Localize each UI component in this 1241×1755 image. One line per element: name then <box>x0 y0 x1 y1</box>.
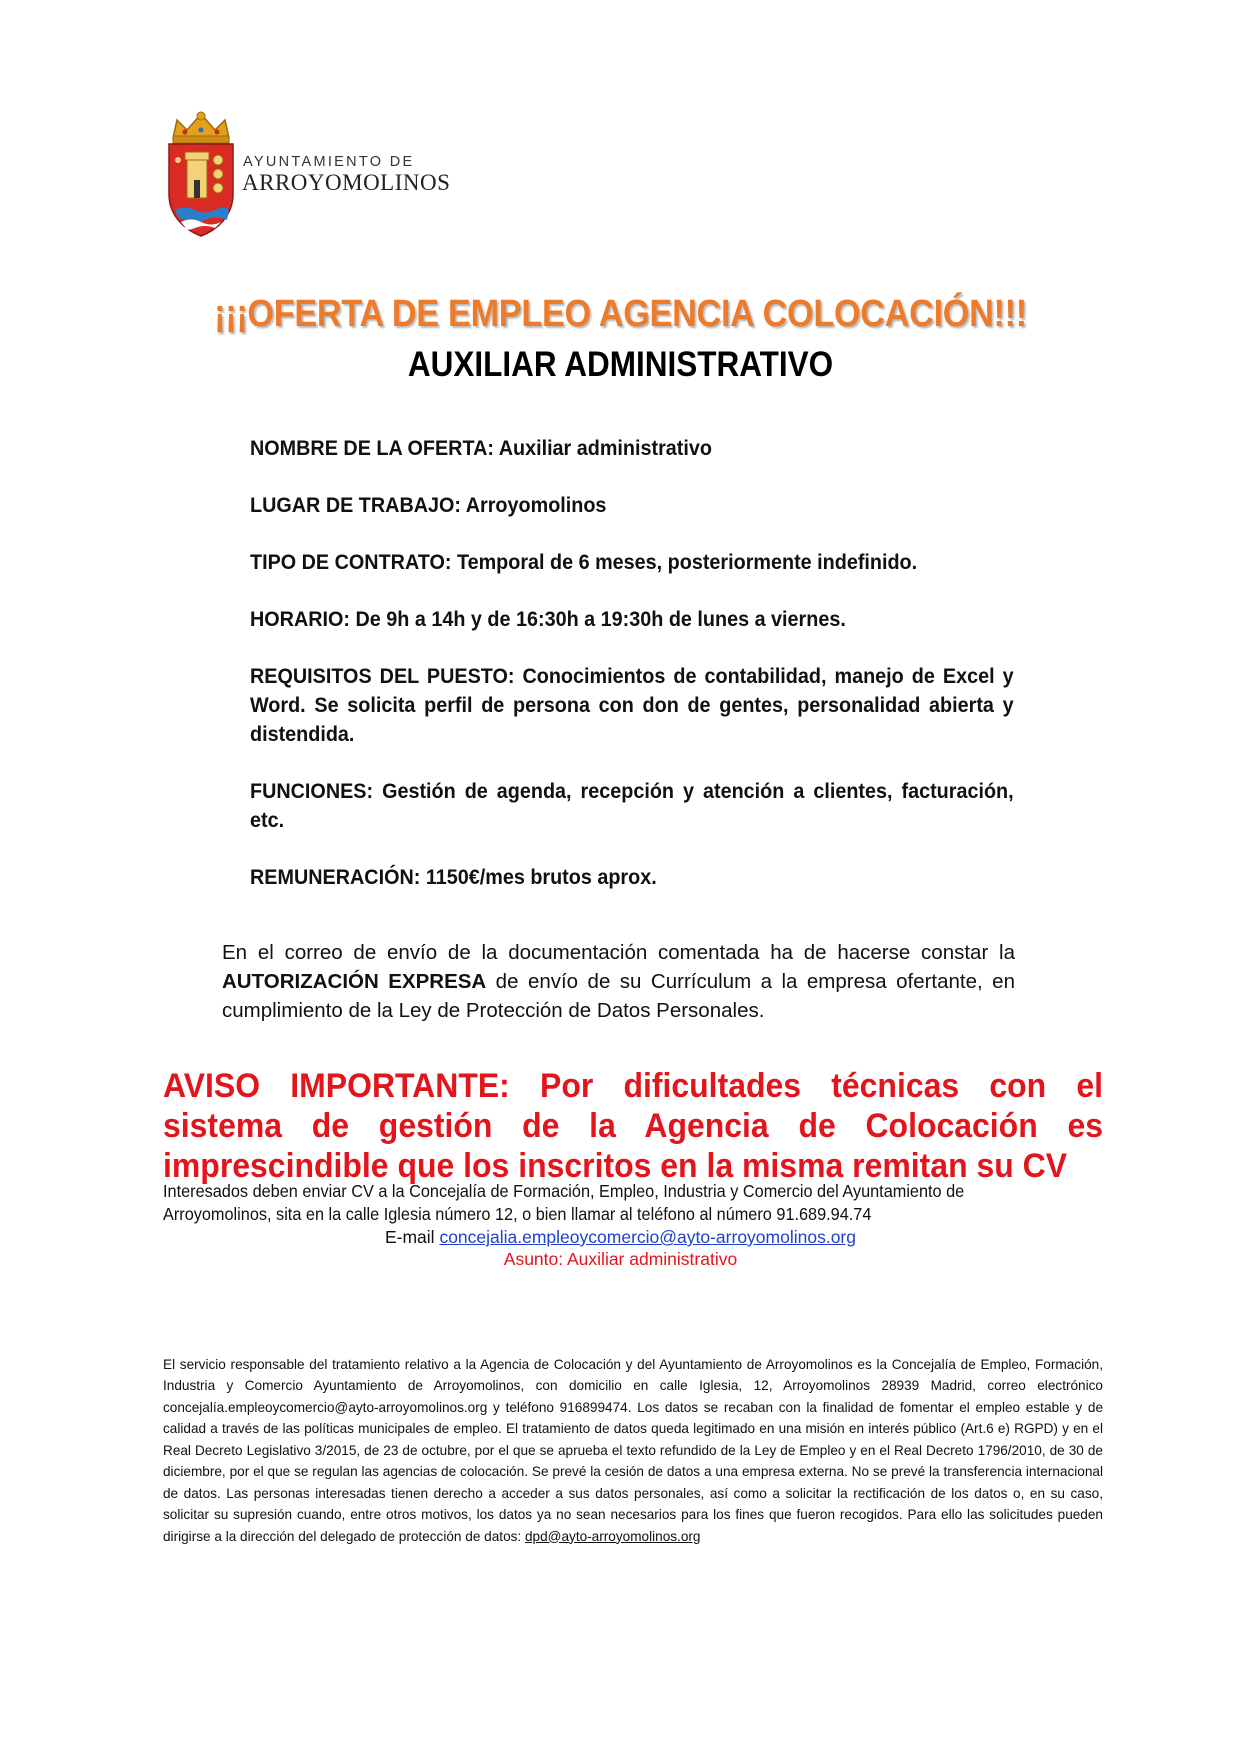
field-value: Auxiliar administrativo <box>493 436 712 460</box>
email-subject: Asunto: Auxiliar administrativo <box>503 1249 738 1269</box>
field-value: 1150€/mes brutos aprox. <box>420 865 657 889</box>
authorization-note <box>222 938 1015 1025</box>
field-workplace <box>250 491 1014 520</box>
field-offer-name <box>250 434 1014 463</box>
email-prefix: E-mail <box>384 1227 440 1247</box>
logo-text-line1: AYUNTAMIENTO DE <box>243 154 415 170</box>
field-value: Arroyomolinos <box>460 493 607 517</box>
note-text-end: de envío de su Currículum a la empresa ofertante, en cumplimiento de la Ley de Protección de Datos Personales. <box>222 969 1015 1022</box>
field-functions <box>250 777 1014 835</box>
contact-info <box>163 1180 1043 1226</box>
important-notice: AVISO IMPORTANTE: Por dificultades técnicas con el sistema de gestión de la Agencia de Colocación es imprescindible que los inscritos en la misma remitan su CV <box>163 1067 1103 1185</box>
field-requirements <box>250 662 1014 749</box>
field-label: NOMBRE DE LA OFERTA: <box>250 436 494 460</box>
note-bold-text: AUTORIZACIÓN EXPRESA <box>222 969 487 993</box>
email-row <box>0 1226 1241 1249</box>
field-label: HORARIO: <box>250 607 350 631</box>
contact-email-link[interactable]: concejalia.empleoycomercio@ayto-arroyomolinos.org <box>439 1227 856 1247</box>
field-salary <box>250 863 1014 892</box>
job-title: AUXILIAR ADMINISTRATIVO <box>407 345 834 384</box>
dpd-email-link[interactable]: dpd@ayto-arroyomolinos.org <box>524 1528 701 1544</box>
field-value: Gestión de agenda, recepción y atención a clientes, facturación, etc. <box>250 779 1014 832</box>
field-label: TIPO DE CONTRATO: <box>250 550 452 574</box>
field-label: FUNCIONES: <box>250 779 374 803</box>
field-value: De 9h a 14h y de 16:30h a 19:30h de lunes a viernes. <box>349 607 846 631</box>
municipal-logo <box>165 110 451 240</box>
note-text: En el correo de envío de la documentación comentada ha de hacerse constar la <box>222 940 1015 964</box>
privacy-notice <box>163 1354 1103 1548</box>
offer-headline: ¡¡¡OFERTA DE EMPLEO AGENCIA COLOCACIÓN!!! <box>214 293 1027 335</box>
logo-text-line2: ARROYOMOLINOS <box>242 170 451 195</box>
offer-details <box>250 434 1015 920</box>
field-label: LUGAR DE TRABAJO: <box>250 493 461 517</box>
field-label: REQUISITOS DEL PUESTO: <box>250 664 515 688</box>
contact-line-2: Arroyomolinos, sita en la calle Iglesia número 12, o bien llamar al teléfono al número 91.689.94.74 <box>163 1204 872 1224</box>
field-contract-type <box>250 548 1014 577</box>
field-value: Conocimientos de contabilidad, manejo de Excel y Word. Se solicita perfil de persona con don de gentes, personalidad abierta y distendida. <box>250 664 1014 746</box>
field-value: Temporal de 6 meses, posteriormente indefinido. <box>451 550 918 574</box>
contact-line-1: Interesados deben enviar CV a la Concejalía de Formación, Empleo, Industria y Comercio del Ayuntamiento de <box>163 1181 965 1201</box>
coat-of-arms-icon <box>165 110 237 240</box>
field-schedule <box>250 605 1014 634</box>
privacy-text: El servicio responsable del tratamiento relativo a la Agencia de Colocación y del Ayuntamiento de Arroyomolinos es la Concejalía de Empleo, Formación, Industria y Comercio Ayuntamiento de Arroyomolinos, con domicilio en calle Iglesia, 12, Arroyomolinos 28939 Madrid, correo electrónico concejalía.empleoycomercio@ayto-arroyomolinos.org y teléfono 916899474. Los datos se recaban con la finalidad de fomentar el empleo estable y de calidad a través de las políticas municipales de empleo. El tratamiento de datos queda legitimado en una misión en interés público (Art.6 e) RGPD) y en el Real Decreto Legislativo 3/2015, de 23 de octubre, por el que se aprueba el texto refundido de la Ley de Empleo y en el Real Decreto 1796/2010, de 30 de diciembre, por el que se regulan las agencias de colocación. Se prevé la cesión de datos a una empresa externa. No se prevé la transferencia internacional de datos. Las personas interesadas tienen derecho a acceder a sus datos personales, así como a solicitar la rectificación de los datos o, en su caso, solicitar su supresión cuando, entre otros motivos, los datos ya no sean necesarios para los fines que fueron recogidos. Para ello las solicitudes pueden dirigirse a la dirección del delegado de protección de datos: <box>163 1356 1103 1544</box>
field-label: REMUNERACIÓN: <box>250 865 421 889</box>
